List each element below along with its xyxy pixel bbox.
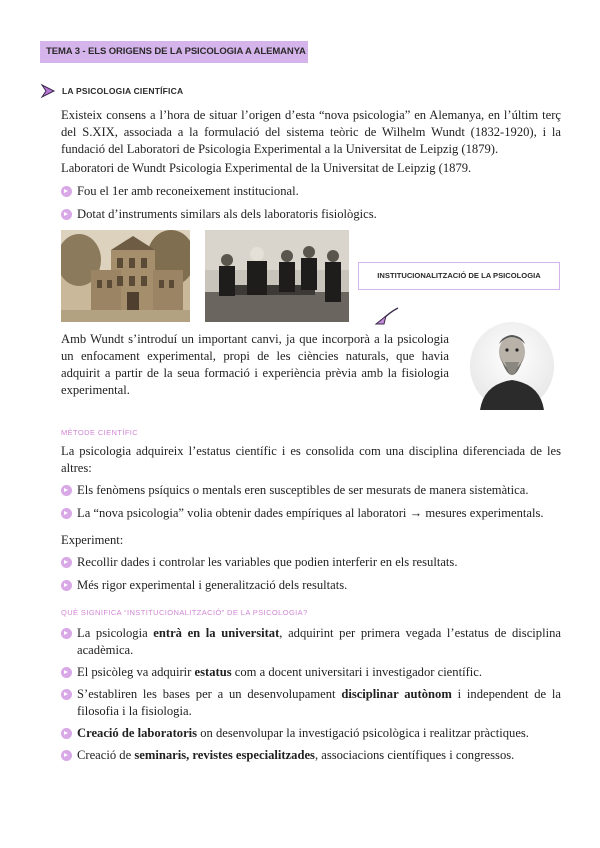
topic-title: TEMA 3 - ELS ORIGENS DE LA PSICOLOGIA A ALEMANYA	[46, 46, 306, 57]
intro-bullet-list	[61, 183, 561, 223]
list-item-text: La “nova psicologia” volia obtenir dades empíriques al laboratori → mesures experimentals.	[77, 506, 544, 520]
list-item	[61, 482, 561, 499]
list-item	[61, 505, 561, 522]
callout-label: INSTITUCIONALITZACIÓ DE LA PSICOLOGIA	[377, 271, 541, 280]
list-item	[61, 206, 561, 223]
bullet-arrow-icon	[61, 750, 72, 761]
list-item-text: Recollir dades i controlar les variables que podien interferir en els resultats.	[77, 555, 458, 569]
list-item-text: Creació de seminaris, revistes especialitzades, associacions científiques i congressos.	[77, 748, 515, 762]
bullet-arrow-icon	[61, 580, 72, 591]
wundt-portrait	[470, 322, 554, 410]
wundt-laboratory-photo	[205, 230, 349, 322]
scientific-method-block	[61, 443, 561, 477]
triangle-arrow-icon	[40, 83, 56, 99]
lab-paragraph: Laboratori de Wundt Psicologia Experimental de la Universitat de Leipzig (1879.	[61, 161, 472, 175]
institutionalization-list	[61, 625, 561, 764]
wundt-paragraph: Amb Wundt s’introduí un important canvi, ja que incorporà a la psicologia un enfocament experimental, propi de les ciències naturals, que havia adquirit a partir de la seua formació i experiència prèvia amb la fisiologia experimental.	[61, 332, 449, 397]
institutionalization-heading: QUÈ SIGNIFICA “INSTITUCIONALITZACIÓ” DE LA PSICOLOGIA?	[61, 608, 308, 617]
experiment-label: Experiment:	[61, 533, 124, 547]
list-item	[61, 577, 561, 594]
list-item-text: Dotat d’instruments similars als dels laboratoris fisiològics.	[77, 207, 377, 221]
bullet-arrow-icon	[61, 689, 72, 700]
section-title: LA PSICOLOGIA CIENTÍFICA	[62, 86, 184, 96]
list-item	[61, 554, 561, 571]
bullet-arrow-icon	[61, 557, 72, 568]
scientific-method-heading: MÈTODE CIENTÍFIC	[61, 428, 139, 437]
list-item	[61, 183, 561, 200]
experiment-block	[61, 532, 561, 549]
method-paragraph: La psicologia adquireix l’estatus científic i es consolida com una disciplina diferenciada de les altres:	[61, 444, 561, 475]
list-item-text: Creació de laboratoris on desenvolupar la investigació psicològica i realitzar pràctiques.	[77, 726, 529, 740]
method-bullet-list	[61, 482, 561, 522]
list-item	[61, 747, 561, 764]
list-item-text: S’establiren les bases per a un desenvolupament disciplinar autònom i independent de la filosofia i la fisiologia.	[77, 687, 562, 718]
topic-title-banner	[40, 41, 308, 63]
list-item	[61, 686, 561, 720]
list-item-text: Els fenòmens psíquics o mentals eren susceptibles de ser mesurats de manera sistemàtica.	[77, 483, 529, 497]
wundt-block	[61, 331, 449, 399]
institutionalization-callout	[358, 262, 560, 290]
bullet-arrow-icon	[61, 728, 72, 739]
list-item	[61, 664, 561, 681]
bullet-arrow-icon	[61, 628, 72, 639]
experiment-bullet-list	[61, 554, 561, 594]
bullet-arrow-icon	[61, 508, 72, 519]
intro-paragraph: Existeix consens a l’hora de situar l’origen d’esta “nova psicologia” en Alemanya, en l’últim terç del S.XIX, associada a la formulació del sistema teòric de Wilhelm Wundt (1832-1920), i la fundació del Laboratori de Psicologia Experimental a la Universitat de Leipzig (1879).	[61, 108, 561, 156]
list-item-text: El psicòleg va adquirir estatus com a docent universitari i investigador científic.	[77, 665, 483, 679]
curved-arrow-icon	[372, 304, 402, 328]
list-item-text: La psicologia entrà en la universitat, adquirint per primera vegada l’estatus de disciplina acadèmica.	[77, 626, 561, 657]
lab-line	[61, 160, 561, 177]
list-item-text: Fou el 1er amb reconeixement institucional.	[77, 184, 299, 198]
bullet-arrow-icon	[61, 667, 72, 678]
list-item-text: Més rigor experimental i generalització dels resultats.	[77, 578, 348, 592]
bullet-arrow-icon	[61, 485, 72, 496]
list-item	[61, 725, 561, 742]
bullet-arrow-icon	[61, 186, 72, 197]
intro-block	[61, 107, 561, 158]
university-building-photo	[61, 230, 190, 322]
bullet-arrow-icon	[61, 209, 72, 220]
list-item	[61, 625, 561, 659]
